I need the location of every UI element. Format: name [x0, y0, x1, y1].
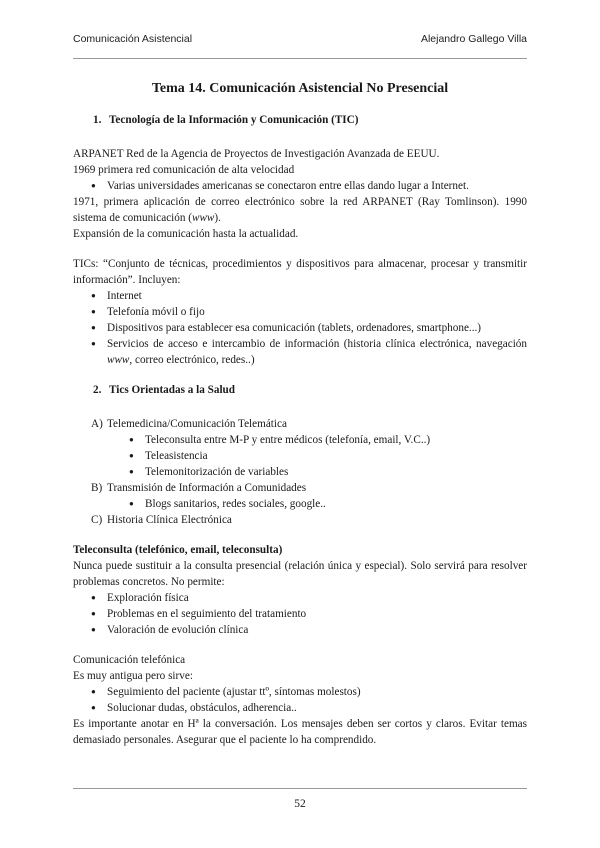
tics-salud-list [73, 416, 527, 432]
telefonica-intro: Es muy antigua pero sirve: [73, 670, 193, 682]
arpanet-1969: 1969 primera red comunicación de alta velocidad [73, 164, 295, 176]
list-item [91, 480, 527, 496]
tics-list [73, 288, 527, 368]
section-2-title: Tics Orientadas a la Salud [109, 384, 235, 396]
list-item: ● Blogs sanitarios, redes sociales, google.. [129, 496, 527, 512]
header-course-title: Comunicación Asistencial [73, 33, 193, 45]
item-label: A) [91, 418, 103, 430]
list-item: ● Dispositivos para establecer esa comunicación (tablets, ordenadores, smartphone...) [91, 320, 527, 336]
list-item: ● Problemas en el seguimiento del tratamiento [91, 606, 527, 622]
list-item: ● Solucionar dudas, obstáculos, adherencia.. [91, 700, 527, 716]
arpanet-1971-end: ). [214, 212, 221, 224]
tics-item-4-www: www [107, 354, 130, 366]
list-item: ● Seguimiento del paciente (ajustar ttº, síntomas molestos) [91, 684, 527, 700]
item-text: Transmisión de Información a Comunidades [107, 482, 307, 494]
header-divider [73, 58, 527, 59]
item-label: C) [91, 514, 103, 526]
list-item: ● Valoración de evolución clínica [91, 622, 527, 638]
document-title: Tema 14. Comunicación Asistencial No Presencial [151, 81, 449, 96]
header-author: Alejandro Gallego Villa [420, 33, 527, 45]
page-header [73, 33, 527, 45]
arpanet-1971 [73, 194, 527, 226]
section-2-number: 2. [93, 384, 102, 396]
teleconsulta-heading: Teleconsulta (telefónico, email, teleconsulta) [73, 544, 283, 556]
telefonica-list [73, 684, 527, 716]
page-content [73, 80, 527, 748]
tics-item-4-end: , correo electrónico, redes..) [129, 354, 255, 366]
telefonica-heading: Comunicación telefónica [73, 654, 186, 666]
section-1-number: 1. [93, 114, 102, 126]
list-item: ● Telefonía móvil o fijo [91, 304, 527, 320]
list-item [91, 336, 527, 368]
list-item: ● Internet [91, 288, 527, 304]
list-item: ● Teleconsulta entre M-P y entre médicos (telefonía, email, V.C..) [129, 432, 527, 448]
arpanet-definition: ARPANET Red de la Agencia de Proyectos de Investigación Avanzada de EEUU. [73, 148, 440, 160]
tics-salud-list-c [73, 512, 527, 528]
list-item: ● Varias universidades americanas se conectaron entre ellas dando lugar a Internet. [91, 178, 527, 194]
tics-definition: TICs: “Conjunto de técnicas, procedimientos y dispositivos para almacenar, procesar y transmitir información”. Incluyen: [73, 258, 527, 286]
list-item [91, 512, 527, 528]
teleconsulta-text: Nunca puede sustituir a la consulta presencial (relación única y especial). Solo servirá para resolver problemas concretos. No permite: [73, 560, 527, 588]
tics-item-4-text: Servicios de acceso e intercambio de información (historia clínica electrónica, navegación [107, 338, 527, 350]
list-item: ● Exploración física [91, 590, 527, 606]
telemedicina-bullets [73, 432, 527, 480]
item-text: Telemedicina/Comunicación Telemática [107, 418, 287, 430]
teleconsulta-list [73, 590, 527, 638]
arpanet-1971-text: 1971, primera aplicación de correo electrónico sobre la red ARPANET (Ray Tomlinson). 1990 sistema de comunicación ( [73, 196, 527, 224]
section-1-title: Tecnología de la Información y Comunicación (TIC) [109, 114, 359, 126]
list-item [91, 416, 527, 432]
page-number: 52 [294, 798, 306, 810]
arpanet-bullets [73, 178, 527, 194]
section-1-heading [93, 112, 527, 128]
comunidades-bullets [73, 496, 527, 512]
tics-salud-list-b [73, 480, 527, 496]
arpanet-expansion: Expansión de la comunicación hasta la actualidad. [73, 228, 299, 240]
item-text: Historia Clínica Electrónica [107, 514, 232, 526]
list-item: ● Teleasistencia [129, 448, 527, 464]
section-2-heading [93, 382, 527, 398]
arpanet-www: www [191, 212, 215, 224]
footer-divider [73, 788, 527, 789]
item-label: B) [91, 482, 103, 494]
list-item: ● Telemonitorización de variables [129, 464, 527, 480]
telefonica-closing: Es importante anotar en Hª la conversación. Los mensajes deben ser cortos y claros. Evitar temas demasiado personales. Asegurar que el paciente lo ha comprendido. [73, 718, 527, 746]
